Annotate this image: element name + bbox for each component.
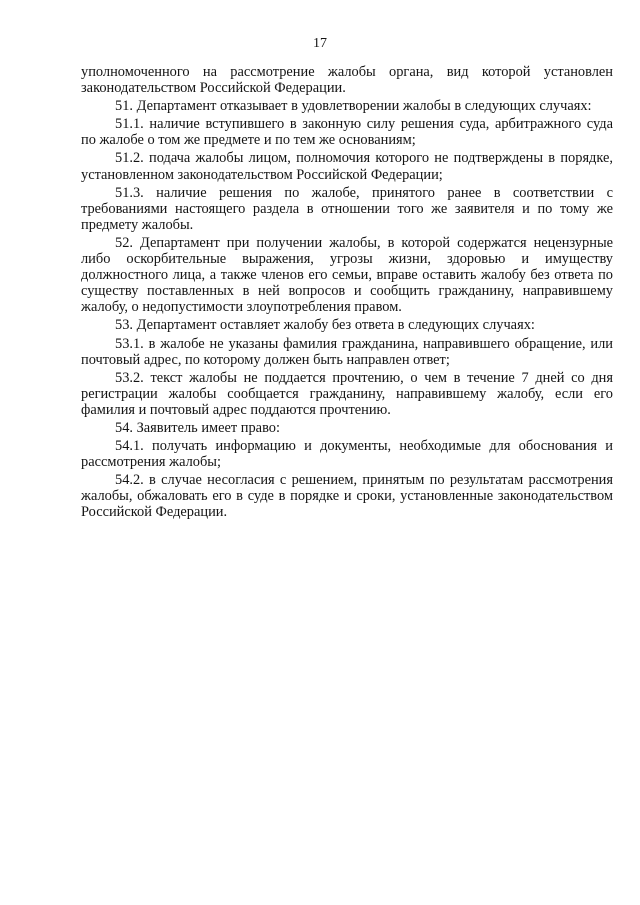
paragraph-52: 52. Департамент при получении жалобы, в которой содержатся нецензурные либо оскорбительные выражения, угрозы жизни, здоровью и имуществу должностного лица, а также членов его семьи, вправе оставить жалобу без ответа по существу поставленных в ней вопросов и сообщить гражданину, направившему жалобу, о недопустимости злоупотребления правом. (81, 234, 613, 316)
document-body (81, 64, 613, 523)
paragraph-51: 51. Департамент отказывает в удовлетворении жалобы в следующих случаях: (115, 98, 592, 115)
page-number: 17 (313, 36, 327, 51)
paragraph-53: 53. Департамент оставляет жалобу без ответа в следующих случаях: (115, 317, 535, 334)
paragraph-53-2: 53.2. текст жалобы не поддается прочтению, о чем в течение 7 дней со дня регистрации жалобы сообщается гражданину, направившему жалобу, если его фамилия и почтовый адрес поддаются прочтению. (81, 369, 613, 418)
paragraph-53-1: 53.1. в жалобе не указаны фамилия гражданина, направившего обращение, или почтовый адрес, по которому должен быть направлен ответ; (81, 335, 613, 368)
paragraph-51-2: 51.2. подача жалобы лицом, полномочия которого не подтверждены в порядке, установленном законодательством Российской Федерации; (81, 150, 613, 183)
paragraph-51-1: 51.1. наличие вступившего в законную силу решения суда, арбитражного суда по жалобе о том же предмете и по тем же основаниям; (81, 116, 613, 149)
paragraph-54: 54. Заявитель имеет право: (115, 419, 280, 436)
paragraph-continuation: уполномоченного на рассмотрение жалобы органа, вид которой установлен законодательством Российской Федерации. (81, 64, 613, 97)
paragraph-54-1: 54.1. получать информацию и документы, необходимые для обоснования и рассмотрения жалобы; (81, 438, 613, 471)
paragraph-51-3: 51.3. наличие решения по жалобе, принятого ранее в соответствии с требованиями настоящего раздела в отношении того же заявителя и по тому же предмету жалобы. (81, 184, 613, 233)
paragraph-54-2: 54.2. в случае несогласия с решением, принятым по результатам рассмотрения жалобы, обжаловать его в суде в порядке и сроки, установленные законодательством Российской Федерации. (81, 472, 613, 521)
